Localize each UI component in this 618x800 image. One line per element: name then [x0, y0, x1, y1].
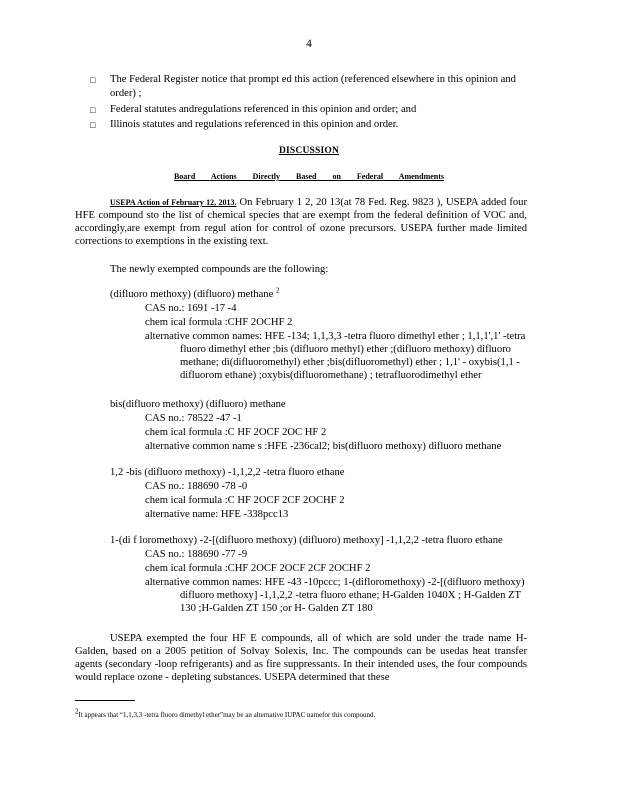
compound-alternative-names: [110, 330, 530, 382]
compound-alternative-names: alternative common name s :HFE -236cal2; bis(difluoro methoxy) difluoro methane: [145, 441, 502, 452]
compound-alt-text: alternative common names: HFE -134; 1,1,3,3 -tetra fluoro dimethyl ether ; 1,1,1',1' -tetra fluoro dimethyl ether ;bis (difluoro methyl) ether ;(difluoro methoxy) difluoro methane; di(difluoromethyl) ether ;bis(difluoromethyl) ether ; 1,1' - oxybis(1,1 -difluorom ethane) ;oxybis(difluoromethane) ; tetrafluorodimethyl ether: [145, 331, 526, 381]
compound-alt-text: alternative common names: HFE -43 -10pccc; 1-(difloromethoxy) -2-[(difluoro methoxy) difluoro methoxy] -1,1,2,2 -tetra fluoro ethane; H-Galden 1040X ; H-Galden ZT 130 ;H-Galden ZT 150 ;or H- Galden ZT 180: [145, 577, 525, 614]
compound-name: [110, 288, 530, 301]
bullet-item-federal-statutes: Federal statutes andregulations referenced in this opinion and order; and: [110, 104, 417, 115]
page-number: 4: [306, 38, 312, 50]
paragraph-usepa-exempted: USEPA exempted the four HF E compounds, all of which are sold under the trade name H-Galden, based on a 2005 petition of Solvay Solexis, Inc. The compounds can be usedas heat transfer agents (secondary -loop refrigerants) and as fire suppressants. In their intended uses, the four compounds would replace ozone - depleting substances. USEPA determined that these: [75, 633, 527, 683]
paragraph-lead: USEPA Action of February 12, 2013.: [110, 198, 237, 207]
footnote-text: It appears that “1,1,3,3 -tetra fluoro dimethyl ether”may be an alternative IUPAC namefor this compound.: [78, 711, 376, 719]
compound-alternative-names: [110, 576, 530, 615]
paragraph-body: On February 1 2, 20 13(at 78 Fed. Reg. 9823 ), USEPA added four HFE compound sto the list of chemical species that are exempt from the federal definition of VOC and, accordingly,are exempt from regul ation for control of ozone precursors. USEPA further made limited corrections to exemptions in the existing text.: [75, 197, 527, 247]
compound-name: 1-(di f loromethoxy) -2-[(difluoro methoxy) (difluoro) methoxy] -1,1,2,2 -tetra fluoro ethane: [110, 535, 503, 546]
compound-name: 1,2 -bis (difluoro methoxy) -1,1,2,2 -tetra fluoro ethane: [110, 467, 345, 478]
footnote-mark: 2: [75, 707, 79, 716]
compound-formula: chem ical formula :CHF 2OCHF 2: [145, 317, 293, 328]
compound-formula: chem ical formula :C HF 2OCF 2CF 2OCHF 2: [145, 495, 345, 506]
compound-name: bis(difluoro methoxy) (difluoro) methane: [110, 399, 286, 410]
section-subheading: Board Actions Directly Based on Federal Amendments: [173, 172, 445, 181]
bullet-icon: □: [90, 105, 96, 115]
compound-formula: chem ical formula :CHF 2OCF 2OCF 2CF 2OCHF 2: [145, 563, 371, 574]
compound-cas: CAS no.: 188690 -77 -9: [145, 549, 248, 560]
footnote-divider: [75, 700, 135, 701]
compound-cas: CAS no.: 1691 -17 -4: [145, 303, 237, 314]
bullet-item-illinois-statutes: Illinois statutes and regulations referenced in this opinion and order.: [110, 119, 399, 130]
discussion-heading: DISCUSSION: [278, 146, 340, 156]
compound-cas: CAS no.: 188690 -78 -0: [145, 481, 248, 492]
bullet-item-federal-register: The Federal Register notice that prompt ed this action (referenced elsewhere in this opinion and order) ;: [110, 74, 516, 99]
footnote: [75, 707, 535, 720]
compound-name-text: (difluoro methoxy) (difluoro) methane: [110, 289, 274, 300]
footnote-reference: 2: [275, 286, 280, 295]
bullet-icon: □: [90, 120, 96, 130]
compound-alternative-names: alternative name: HFE -338pcc13: [145, 509, 289, 520]
compounds-intro: The newly exempted compounds are the following:: [110, 264, 329, 275]
paragraph-usepa-action: [75, 196, 527, 248]
bullet-icon: □: [90, 75, 96, 85]
compound-formula: chem ical formula :C HF 2OCF 2OC HF 2: [145, 427, 327, 438]
compound-cas: CAS no.: 78522 -47 -1: [145, 413, 242, 424]
